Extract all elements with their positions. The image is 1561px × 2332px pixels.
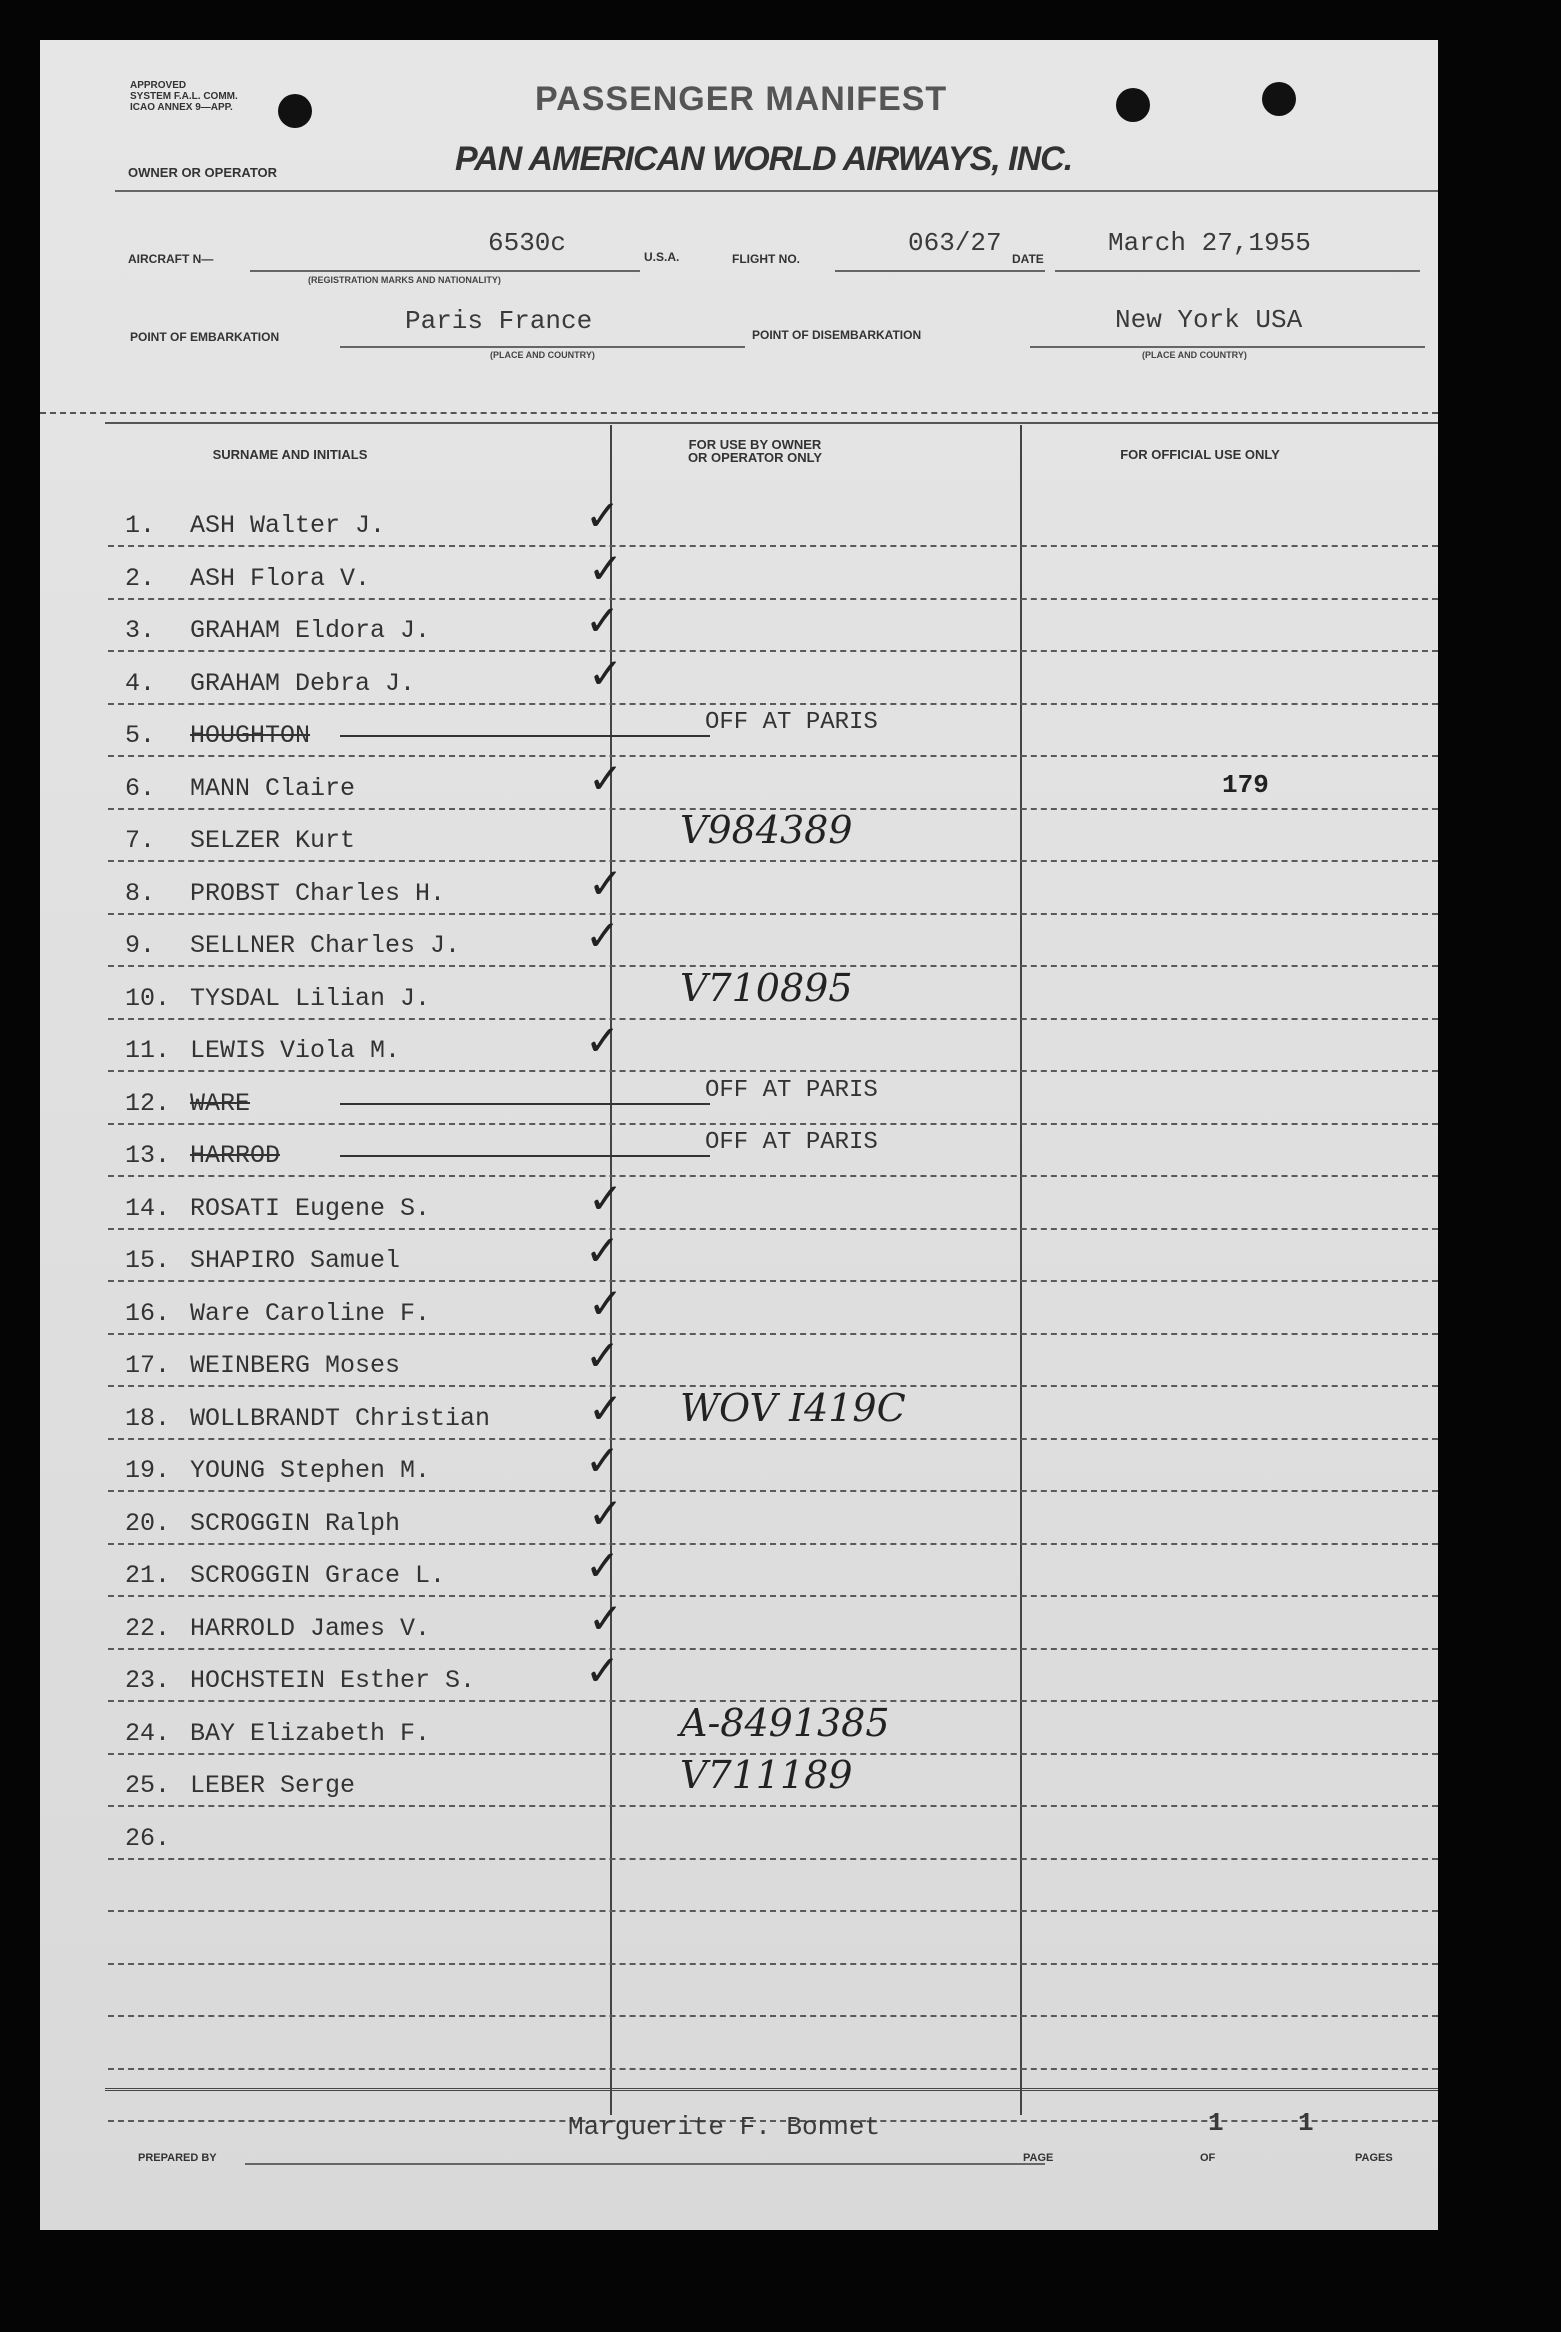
col-header-surname: SURNAME AND INITIALS [212,447,368,462]
row-rule [108,1858,1438,1860]
strike-line [340,735,710,737]
row-number: 4. [125,668,156,698]
passenger-name: HOUGHTON [190,721,311,750]
check-mark-icon: ✓ [585,1436,621,1485]
row-rule [108,545,1438,547]
check-mark-icon: ✓ [588,543,624,593]
strike-line [340,1155,710,1157]
row-rule [108,1438,1438,1440]
embarkation-value: Paris France [405,306,593,336]
passenger-name: SCROGGIN Ralph [190,1508,401,1538]
row-rule [108,1280,1438,1282]
row-rule [108,598,1438,600]
punch-hole [1262,82,1296,116]
passenger-name: SELZER Kurt [190,826,356,855]
row-rule [108,1963,1438,1965]
passenger-name: ASH Walter J. [190,511,386,540]
owner-remark: OFF AT PARIS [705,1076,878,1104]
owner-label: OWNER OR OPERATOR [128,165,278,180]
prepared-by-label: PREPARED BY [138,2152,217,2164]
handwritten-passport-number: V711189 [680,1753,853,1797]
row-number: 22. [125,1613,171,1643]
row-number: 16. [125,1298,171,1328]
row-number: 15. [125,1246,171,1275]
passenger-name: WARE [190,1088,251,1118]
passenger-name: YOUNG Stephen M. [190,1456,431,1485]
row-rule [108,1595,1438,1597]
row-number: 3. [125,616,156,645]
page-total: 1 [1298,2108,1314,2138]
check-mark-icon: ✓ [588,753,624,803]
row-number: 19. [125,1456,171,1485]
check-mark-icon: ✓ [588,1173,624,1223]
passenger-name: GRAHAM Debra J. [190,668,416,698]
manifest-sheet: APPROVED SYSTEM F.A.L. COMM. ICAO ANNEX 9—APP. PASSENGER MANIFEST OWNER OR OPERATOR PAN AMERICAN WORLD AIRWAYS, INC. AIRCRAFT N— 6530c (REGISTRATION MARKS AND NATIONALITY) U.S.A. FLIGHT NO. 063/27 DATE March 27,1955 POINT OF EMBARKATION Paris France (PLACE AND COUNTRY) POINT OF DISEMBARKATION New York USA (PLACE AND COUNTRY) SURNAME AND INITIALS FOR USE BY OWNER OR OPERATOR ONLY FOR OFFICIAL USE ONLY 1. ASH Walter J. ✓ 2. ASH Flora V. ✓ 3. GRAHAM Eldora J. ✓ 4. GRAHAM Debra J. ✓ 5. HOUGHTON OFF AT PARIS 6. MANN Claire ✓ 179 7. SELZER Kurt V984389 8. PROBST Charles H. ✓ 9. SELLNER Charles J. ✓ 10. TYSDAL Lilian J. V710895 11. LEWIS Viola M. ✓ 12. WARE OFF AT PARIS 13. HARROD OFF AT PARIS 14. ROSATI Eugene S. ✓ 15. SHAPIRO Samuel ✓ 16. Ware Caroline F. ✓ 17. WEINBERG Moses ✓ 18. WOLLBRANDT Christian ✓ WOV I419C 19. YOUNG Stephen M. ✓ 20. SCROGGIN Ralph ✓ 21. SCROGGIN Grace L. ✓ 22. HARROLD James V. ✓ 23. HOCHSTEIN Esther S. ✓ 24. BAY Elizabeth F. A-8491385 25. LEBER Serge V711189 26. Marguerite F. Bonnet PREPARED BY PAGE 1 OF 1 PAGES [40,40,1438,2230]
date-value: March 27,1955 [1108,228,1311,258]
row-number: 12. [125,1088,171,1118]
passenger-name: GRAHAM Eldora J. [190,616,431,645]
check-mark-icon: ✓ [588,648,624,698]
owner-remark: OFF AT PARIS [705,709,878,736]
page-number: 1 [1208,2108,1224,2138]
row-rule [108,1018,1438,1020]
pages-label: PAGES [1355,2152,1393,2164]
passenger-name: PROBST Charles H. [190,878,446,908]
passenger-name: SCROGGIN Grace L. [190,1561,446,1590]
check-mark-icon: ✓ [588,1488,624,1538]
passenger-name: HARROLD James V. [190,1613,431,1643]
check-mark-icon: ✓ [585,1646,621,1695]
row-number: 9. [125,931,156,960]
row-rule [108,913,1438,915]
passenger-name: SHAPIRO Samuel [190,1246,401,1275]
row-number: 23. [125,1666,171,1695]
passenger-name: LEWIS Viola M. [190,1036,401,1065]
row-rule [108,1805,1438,1807]
row-number: 26. [125,1823,171,1853]
official-entry: 179 [1222,769,1269,800]
check-mark-icon: ✓ [585,1226,621,1275]
row-rule [108,1910,1438,1912]
aircraft-value: 6530c [488,228,567,258]
row-rule [108,1175,1438,1177]
row-rule [108,2068,1438,2070]
row-number: 25. [125,1771,171,1800]
handwritten-passport-number: V984389 [680,808,853,852]
row-rule [108,650,1438,652]
handwritten-passport-number: V710895 [680,965,853,1010]
approval-stamp: APPROVED SYSTEM F.A.L. COMM. ICAO ANNEX 9—APP. [130,80,238,113]
disembarkation-value: New York USA [1115,305,1303,335]
passenger-name: WEINBERG Moses [190,1351,401,1380]
row-number: 18. [125,1403,171,1433]
row-rule [108,1123,1438,1125]
col-header-owner: FOR USE BY OWNER OR OPERATOR ONLY [687,437,823,465]
flight-value: 063/27 [908,228,1002,258]
passenger-name: BAY Elizabeth F. [190,1718,431,1748]
check-mark-icon: ✓ [588,1593,624,1643]
row-number: 10. [125,983,171,1013]
row-number: 5. [125,721,156,750]
row-rule [108,1648,1438,1650]
passenger-name: HARROD [190,1141,281,1170]
row-number: 7. [125,826,156,855]
aircraft-label: AIRCRAFT N— [128,252,214,266]
airline-name: PAN AMERICAN WORLD AIRWAYS, INC. [455,140,1073,178]
row-rule [108,1333,1438,1335]
row-number: 20. [125,1508,171,1538]
col-header-official: FOR OFFICIAL USE ONLY [1120,447,1280,462]
row-number: 24. [125,1718,171,1748]
prepared-by-value: Marguerite F. Bonnet [568,2112,881,2142]
passenger-name: ROSATI Eugene S. [190,1193,431,1223]
page-label: PAGE [1023,2152,1054,2164]
passenger-name: WOLLBRANDT Christian [190,1403,491,1433]
row-rule [108,1490,1438,1492]
row-number: 2. [125,563,156,593]
row-rule [108,1543,1438,1545]
row-number: 8. [125,878,156,908]
row-rule [108,703,1438,705]
check-mark-icon: ✓ [585,596,621,645]
flight-label: FLIGHT NO. [732,252,800,266]
row-number: 13. [125,1141,171,1170]
row-rule [108,860,1438,862]
check-mark-icon: ✓ [588,1383,624,1433]
passenger-name: SELLNER Charles J. [190,931,461,960]
passenger-name: ASH Flora V. [190,563,371,593]
check-mark-icon: ✓ [588,1278,624,1328]
passenger-name: MANN Claire [190,773,356,803]
column-divider [1020,425,1022,2115]
row-number: 1. [125,511,156,540]
strike-line [340,1103,710,1105]
row-rule [108,1228,1438,1230]
page-title: PASSENGER MANIFEST [535,80,948,118]
handwritten-passport-number: A-8491385 [680,1700,890,1745]
check-mark-icon: ✓ [585,911,621,960]
row-number: 21. [125,1561,171,1590]
row-rule [108,1070,1438,1072]
check-mark-icon: ✓ [585,1331,621,1380]
passenger-name: LEBER Serge [190,1771,356,1800]
date-label: DATE [1012,252,1044,266]
check-mark-icon: ✓ [585,491,621,540]
row-number: 14. [125,1193,171,1223]
header-divider [115,190,1438,192]
row-number: 6. [125,773,156,803]
punch-hole [278,94,312,128]
embarkation-label: POINT OF EMBARKATION [130,330,280,344]
check-mark-icon: ✓ [585,1016,621,1065]
owner-remark: OFF AT PARIS [705,1129,878,1156]
row-rule [108,2015,1438,2017]
check-mark-icon: ✓ [588,858,624,908]
disembarkation-label: POINT OF DISEMBARKATION [752,328,922,342]
passenger-name: TYSDAL Lilian J. [190,983,431,1013]
check-mark-icon: ✓ [585,1541,621,1590]
passenger-name: Ware Caroline F. [190,1298,431,1328]
row-number: 11. [125,1036,171,1065]
row-number: 17. [125,1351,171,1380]
of-label: OF [1200,2152,1216,2164]
punch-hole [1116,88,1150,122]
usa-label: U.S.A. [644,250,680,264]
row-rule [108,755,1438,757]
passenger-name: HOCHSTEIN Esther S. [190,1666,476,1695]
handwritten-passport-number: WOV I419C [680,1385,906,1430]
